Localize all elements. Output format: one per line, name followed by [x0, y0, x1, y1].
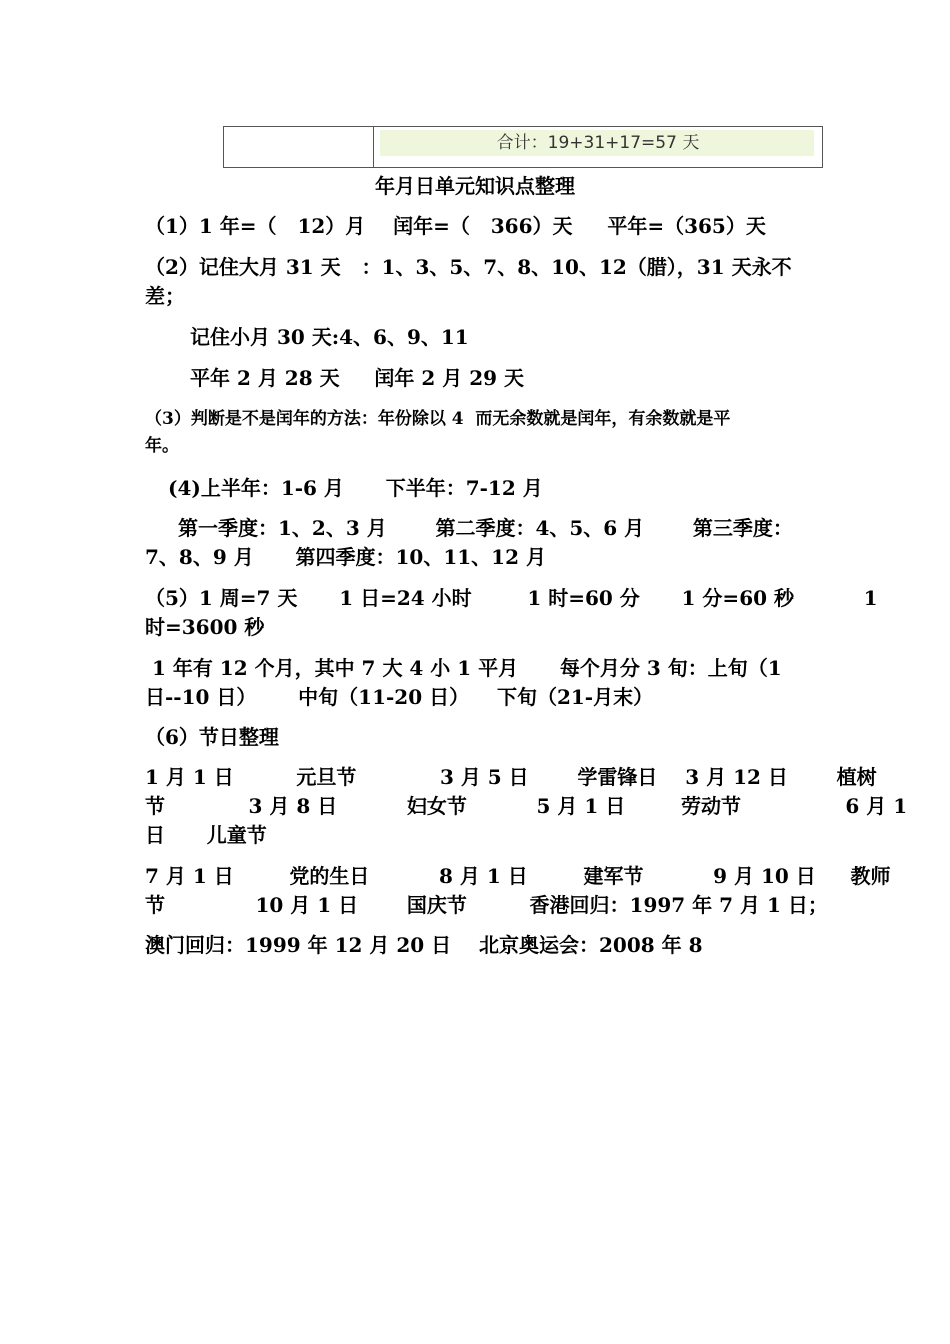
total-text: 合计：19+31+17=57 天: [496, 133, 700, 153]
line-1: （1）1 年=（ 12）月 闰年=（ 366）天 平年=（365）天: [145, 214, 766, 238]
line-5b: 年。: [145, 436, 179, 456]
line-10: （6）节日整理: [145, 725, 279, 749]
line-6: (4)上半年：1-6 月 下半年：7-12 月: [168, 476, 543, 500]
line-2b: 差；: [145, 284, 185, 308]
line-5a: （3）判断是不是闰年的方法：年份除以 4 而无余数就是闰年，有余数就是平: [145, 409, 731, 429]
table-cell-total: [374, 127, 822, 167]
line-12a: 7 月 1 日 党的生日 8 月 1 日 建军节 9 月 10 日 教师: [145, 864, 891, 888]
table-cell-empty: [224, 127, 374, 167]
line-11c: 日 儿童节: [145, 823, 267, 847]
line-7a: 第一季度：1、2、3 月 第二季度：4、5、6 月 第三季度：: [178, 516, 793, 540]
line-8b: 时=3600 秒: [145, 615, 265, 639]
summary-table: [223, 126, 823, 168]
line-7b: 7、8、9 月 第四季度：10、11、12 月: [145, 545, 546, 569]
line-3: 记住小月 30 天:4、6、9、11: [190, 325, 469, 349]
line-2a: （2）记住大月 31 天 ：1、3、5、7、8、10、12（腊），31 天永不: [145, 255, 792, 279]
line-9b: 日--10 日） 中旬（11-20 日） 下旬（21-月末）: [145, 685, 654, 709]
line-11b: 节 3 月 8 日 妇女节 5 月 1 日 劳动节 6 月 1: [145, 794, 908, 818]
line-13: 澳门回归：1999 年 12 月 20 日 北京奥运会：2008 年 8: [145, 933, 703, 957]
line-12b: 节 10 月 1 日 国庆节 香港回归：1997 年 7 月 1 日；: [145, 893, 828, 917]
line-11a: 1 月 1 日 元旦节 3 月 5 日 学雷锋日 3 月 12 日 植树: [145, 765, 877, 789]
line-4: 平年 2 月 28 天 闰年 2 月 29 天: [190, 366, 525, 390]
page-title: 年月日单元知识点整理: [375, 174, 575, 198]
line-9a: 1 年有 12 个月，其中 7 大 4 小 1 平月 每个月分 3 旬：上旬（1: [145, 656, 782, 680]
line-8a: （5）1 周=7 天 1 日=24 小时 1 时=60 分 1 分=60 秒 1: [145, 586, 878, 610]
